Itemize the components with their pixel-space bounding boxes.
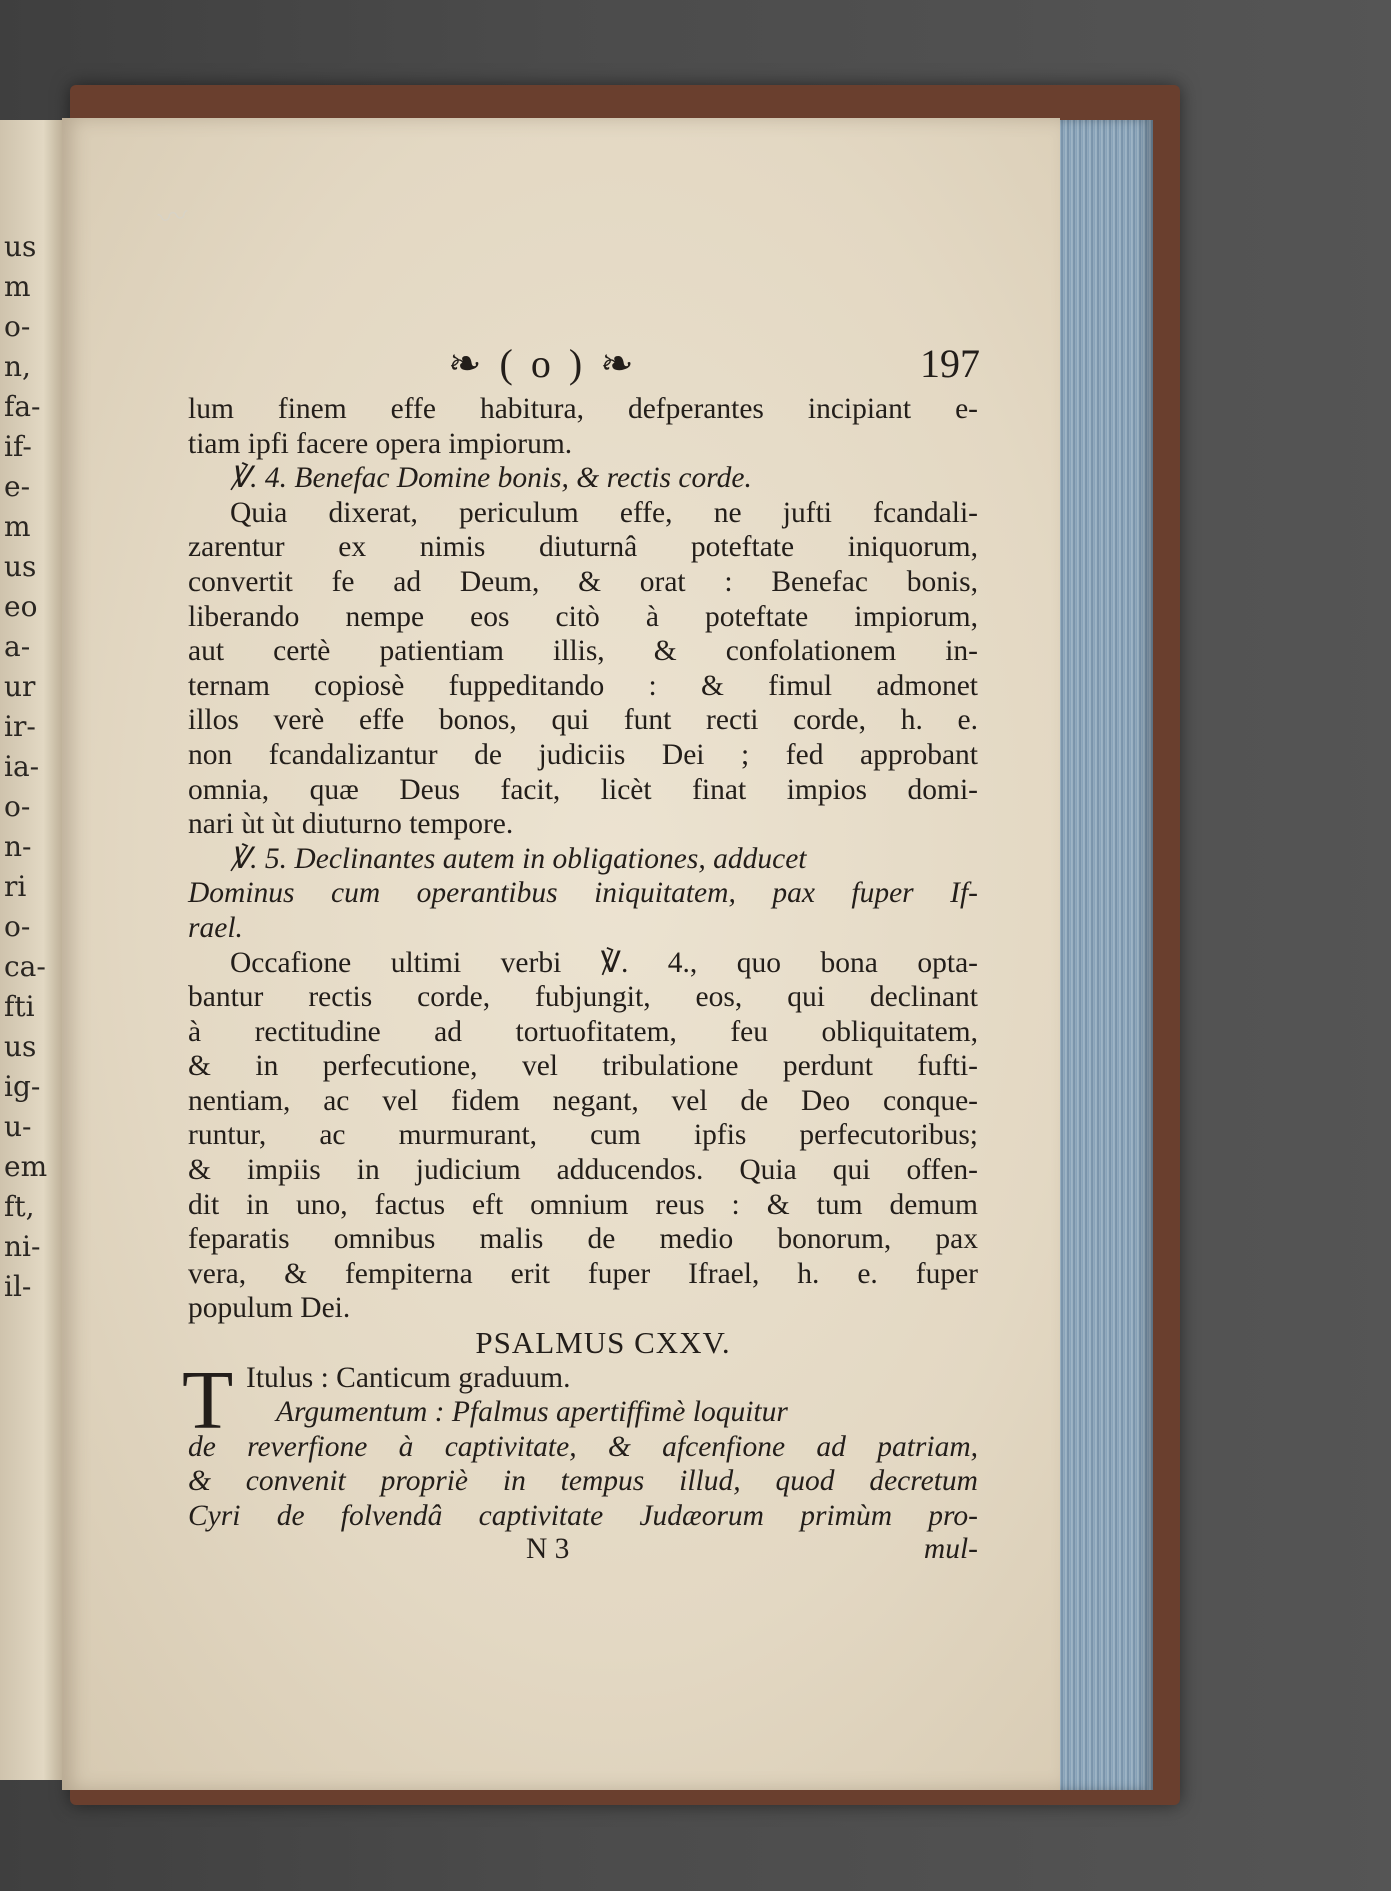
text-line: à rectitudine ad tortuofitatem, feu obliquitatem,	[188, 1015, 978, 1048]
drop-cap: T	[182, 1353, 234, 1447]
margin-fragment: ni-	[4, 1230, 41, 1263]
text-line: Occafione ultimi verbi ℣. 4., quo bona opta-	[230, 946, 978, 979]
margin-fragment: a-	[4, 630, 31, 663]
argument-text	[188, 1430, 978, 1534]
text-line: zarentur ex nimis diuturnâ poteftate iniquorum,	[188, 531, 978, 564]
margin-fragment: em	[4, 1150, 48, 1183]
text-line: convertit fe ad Deum, & orat : Benefac bonis,	[188, 565, 978, 598]
page-text	[182, 340, 980, 1571]
margin-fragment: o-	[4, 790, 31, 823]
text-line: Quia dixerat, periculum effe, ne jufti fcandali-	[230, 496, 978, 529]
text-line: omnia, quæ Deus facit, licèt finat impios domi-	[188, 773, 978, 806]
margin-fragment: us	[4, 550, 37, 583]
margin-fragment: us	[4, 1030, 37, 1063]
margin-fragment: ri	[4, 870, 27, 903]
body-text	[188, 392, 978, 1326]
argument-line: de reverfione à captivitate, & afcenfione ad patriam,	[188, 1430, 978, 1463]
text-line: tiam ipfi facere opera impiorum.	[188, 427, 573, 460]
argument-line: Cyri de folvendâ captivitate Judæorum primùm pro-	[188, 1499, 978, 1532]
margin-fragment: o-	[4, 910, 31, 943]
margin-fragment: n,	[4, 350, 31, 383]
previous-page-edge	[0, 120, 62, 1780]
text-line: illos verè effe bonos, qui funt recti corde, h. e.	[188, 704, 978, 737]
binding-thread: 〰	[155, 198, 191, 238]
text-line: bantur rectis corde, fubjungit, eos, qui declinant	[188, 981, 978, 1014]
text-line: non fcandalizantur de judiciis Dei ; fed approbant	[188, 738, 978, 771]
text-line: ℣. 5. Declinantes autem in obligationes, adducet	[230, 842, 807, 875]
margin-fragment: ir-	[4, 710, 36, 743]
text-line: feparatis omnibus malis de medio bonorum, pax	[188, 1223, 978, 1256]
margin-fragment: n-	[4, 830, 32, 863]
text-line: nentiam, ac vel fidem negant, vel de Deo conque-	[188, 1084, 978, 1117]
margin-fragment: ca-	[4, 950, 46, 983]
margin-fragment: m	[4, 510, 31, 543]
argumentum-line: Argumentum : Pfalmus apertiffimè loquitur	[276, 1396, 788, 1429]
text-line: ternam copiosè fuppeditando : & fimul admonet	[188, 669, 978, 702]
text-line: nari ùt ùt diuturno tempore.	[188, 808, 514, 841]
running-head	[188, 340, 978, 392]
margin-fragment: o-	[4, 310, 31, 343]
catchword: mul-	[923, 1533, 978, 1566]
signature-mark: N 3	[526, 1533, 570, 1566]
argument-line: & convenit propriè in tempus illud, quod decretum	[188, 1465, 978, 1498]
margin-fragment: eo	[4, 590, 38, 623]
psalm-heading: PSALMUS CXXV.	[475, 1325, 731, 1361]
text-line: liberando nempe eos citò à poteftate impiorum,	[188, 600, 978, 633]
text-line: vera, & fempiterna erit fuper Ifrael, h. e. fuper	[188, 1257, 978, 1290]
text-line: populum Dei.	[188, 1292, 351, 1325]
text-line: & impiis in judicium adducendos. Quia qui offen-	[188, 1154, 978, 1187]
margin-fragment: fa-	[4, 390, 41, 423]
margin-fragment: il-	[4, 1270, 32, 1303]
book-page	[62, 118, 1060, 1790]
text-line: lum finem effe habitura, defperantes incipiant e-	[188, 393, 978, 425]
margin-fragment: ur	[4, 670, 36, 703]
text-line: aut certè patientiam illis, & confolationem in-	[188, 635, 978, 668]
margin-fragment: ig-	[4, 1070, 41, 1103]
margin-fragment: us	[4, 230, 37, 263]
page-footer	[188, 1533, 978, 1571]
text-line: & in perfecutione, vel tribulatione perdunt fufti-	[188, 1050, 978, 1083]
margin-fragment: fti	[4, 990, 35, 1023]
text-line: Dominus cum operantibus iniquitatem, pax fuper If-	[188, 877, 978, 910]
text-line: runtur, ac murmurant, cum ipfis perfecutoribus;	[188, 1119, 978, 1152]
titulus-line: Itulus : Canticum graduum.	[246, 1361, 571, 1394]
margin-fragment: m	[4, 270, 31, 303]
text-line: dit in uno, factus eft omnium reus : & tum demum	[188, 1188, 978, 1221]
page-number: 197	[920, 341, 980, 386]
margin-fragment: e-	[4, 470, 31, 503]
head-ornament: ❧ ( o ) ❧	[448, 341, 638, 386]
margin-fragment: u-	[4, 1110, 32, 1143]
margin-fragment: if-	[4, 430, 32, 463]
previous-page-fragments	[4, 120, 60, 1780]
text-line: rael.	[188, 911, 243, 944]
page-block-edges	[1055, 120, 1153, 1790]
margin-fragment: ia-	[4, 750, 40, 783]
text-line: ℣. 4. Benefac Domine bonis, & rectis corde.	[230, 462, 752, 495]
margin-fragment: ft,	[4, 1190, 35, 1223]
